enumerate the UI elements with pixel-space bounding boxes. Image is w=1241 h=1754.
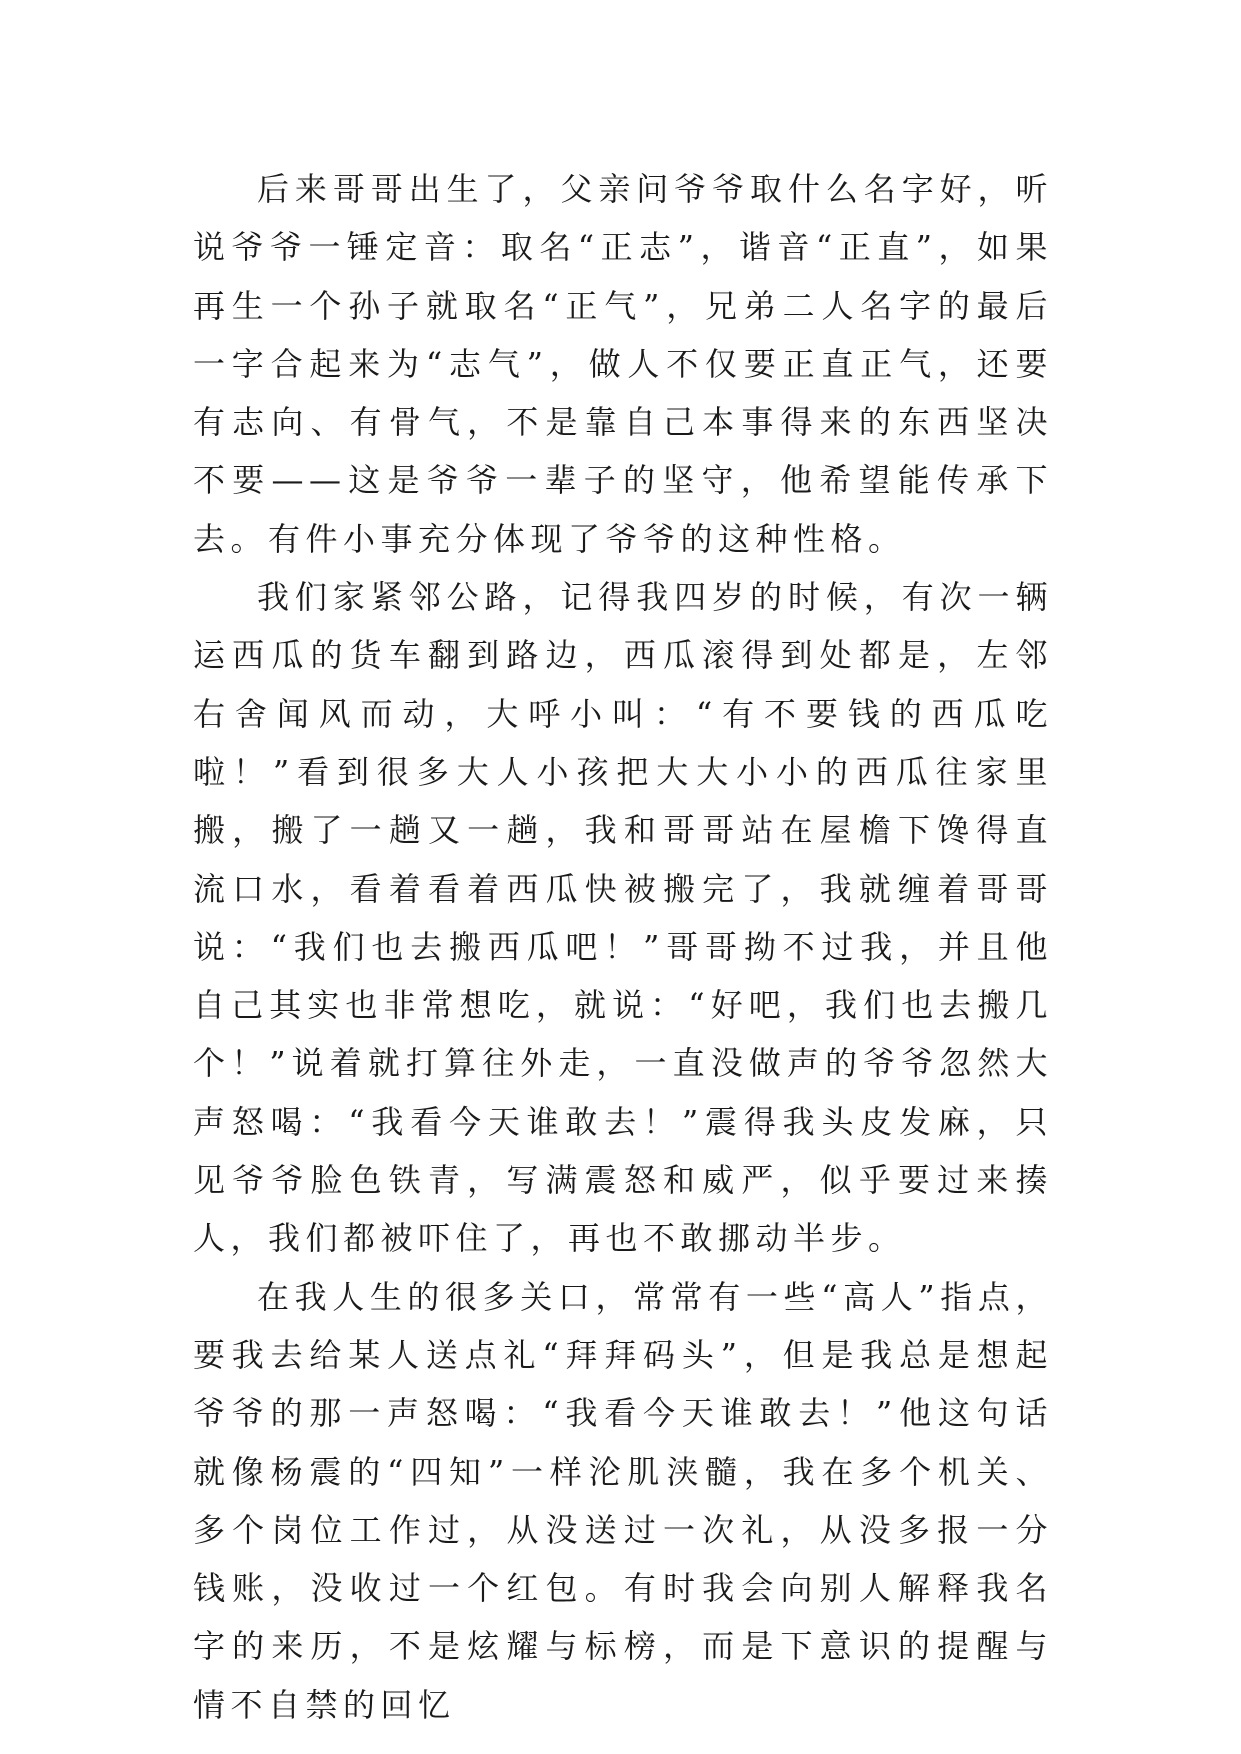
paragraph-3: 在我人生的很多关口，常常有一些“高人”指点，要我去给某人送点礼“拜拜码头”，但是我总是想起爷爷的那一声怒喝：“我看今天谁敢去！”他这句话就像杨震的“四知”一样沦肌浃髓，我在多个机关、多个岗位工作过，从没送过一次礼，从没多报一分钱账，没收过一个红包。有时我会向别人解释我名字的来历，不是炫耀与标榜，而是下意识的提醒与情不自禁的回忆: [193, 1277, 1053, 1724]
paragraph-1: 后来哥哥出生了，父亲问爷爷取什么名字好，听说爷爷一锤定音：取名“正志”，谐音“正直”，如果再生一个孙子就取名“正气”，兄弟二人名字的最后一字合起来为“志气”，做人不仅要正直正气，还要有志向、有骨气，不是靠自己本事得来的东西坚决不要——这是爷爷一辈子的坚守，他希望能传承下去。有件小事充分体现了爷爷的这种性格。: [193, 170, 1053, 558]
paragraph-2: 我们家紧邻公路，记得我四岁的时候，有次一辆运西瓜的货车翻到路边，西瓜滚得到处都是，左邻右舍闻风而动，大呼小叫：“有不要钱的西瓜吃啦！”看到很多大人小孩把大大小小的西瓜往家里搬，搬了一趟又一趟，我和哥哥站在屋檐下馋得直流口水，看着看着西瓜快被搬完了，我就缠着哥哥说：“我们也去搬西瓜吧！”哥哥拗不过我，并且他自己其实也非常想吃，就说：“好吧，我们也去搬几个！”说着就打算往外走，一直没做声的爷爷忽然大声怒喝：“我看今天谁敢去！”震得我头皮发麻，只见爷爷脸色铁青，写满震怒和威严，似乎要过来揍人，我们都被吓住了，再也不敢挪动半步。: [193, 578, 1053, 1258]
document-body: [193, 160, 1053, 1734]
